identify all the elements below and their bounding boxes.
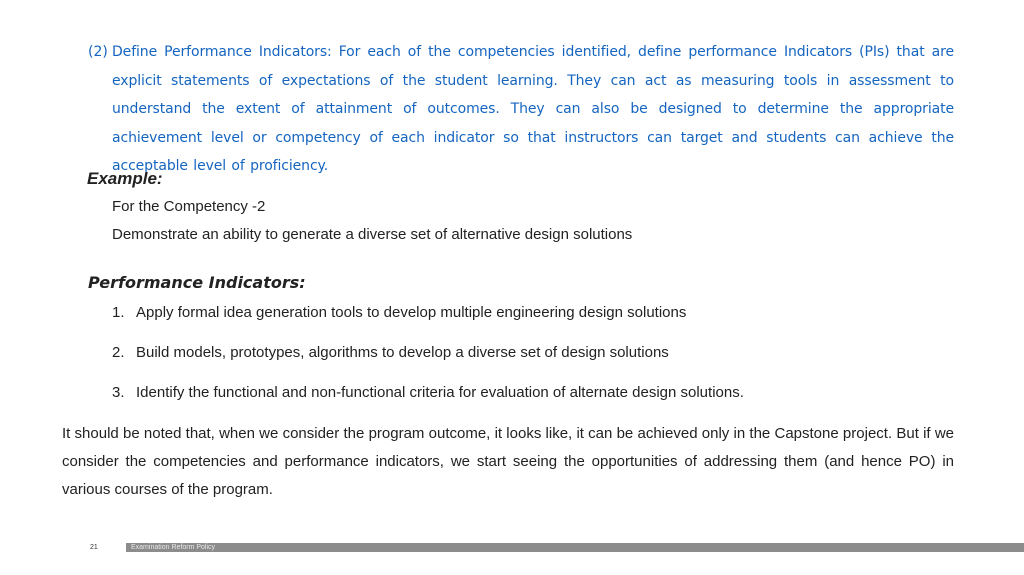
pi-item-number: 3. bbox=[112, 384, 125, 401]
page-number: 21 bbox=[90, 544, 98, 551]
pi-item-number: 2. bbox=[112, 344, 125, 361]
example-competency: For the Competency -2 bbox=[112, 198, 266, 215]
pi-list-item bbox=[112, 304, 686, 321]
definition-text: Define Performance Indicators: For each of the competencies identified, define performance Indicators (PIs) that are explicit statements of expectations of the student learning. They can act as measuring tools in assessment to understand the extent of attainment of outcomes. They can also be designed to determine the appropriate achievement level or competency of each indicator so that instructors can target and students can achieve the acceptable level of proficiency. bbox=[112, 44, 954, 174]
pi-item-text: Apply formal idea generation tools to develop multiple engineering design solutions bbox=[136, 304, 687, 321]
pi-item-text: Build models, prototypes, algorithms to develop a diverse set of design solutions bbox=[136, 344, 669, 361]
example-heading: Example: bbox=[87, 169, 163, 188]
pi-item-number: 1. bbox=[112, 304, 125, 321]
pi-list-item bbox=[112, 344, 669, 361]
pi-item-text: Identify the functional and non-functional criteria for evaluation of alternate design solutions. bbox=[136, 384, 744, 401]
example-description: Demonstrate an ability to generate a diverse set of alternative design solutions bbox=[112, 226, 633, 243]
performance-indicators-heading: Performance Indicators: bbox=[88, 273, 306, 292]
definition-number: (2) bbox=[88, 44, 108, 60]
note-paragraph: It should be noted that, when we consider the program outcome, it looks like, it can be achieved only in the Capstone project. But if we consider the competencies and performance indicators, we start seeing the opportunities of addressing them (and hence PO) in various courses of the program. bbox=[62, 425, 954, 498]
pi-list-item bbox=[112, 384, 744, 401]
performance-indicators-definition bbox=[88, 38, 954, 181]
footer-bar bbox=[126, 543, 1024, 552]
footer-title: Examination Reform Policy bbox=[131, 544, 216, 551]
